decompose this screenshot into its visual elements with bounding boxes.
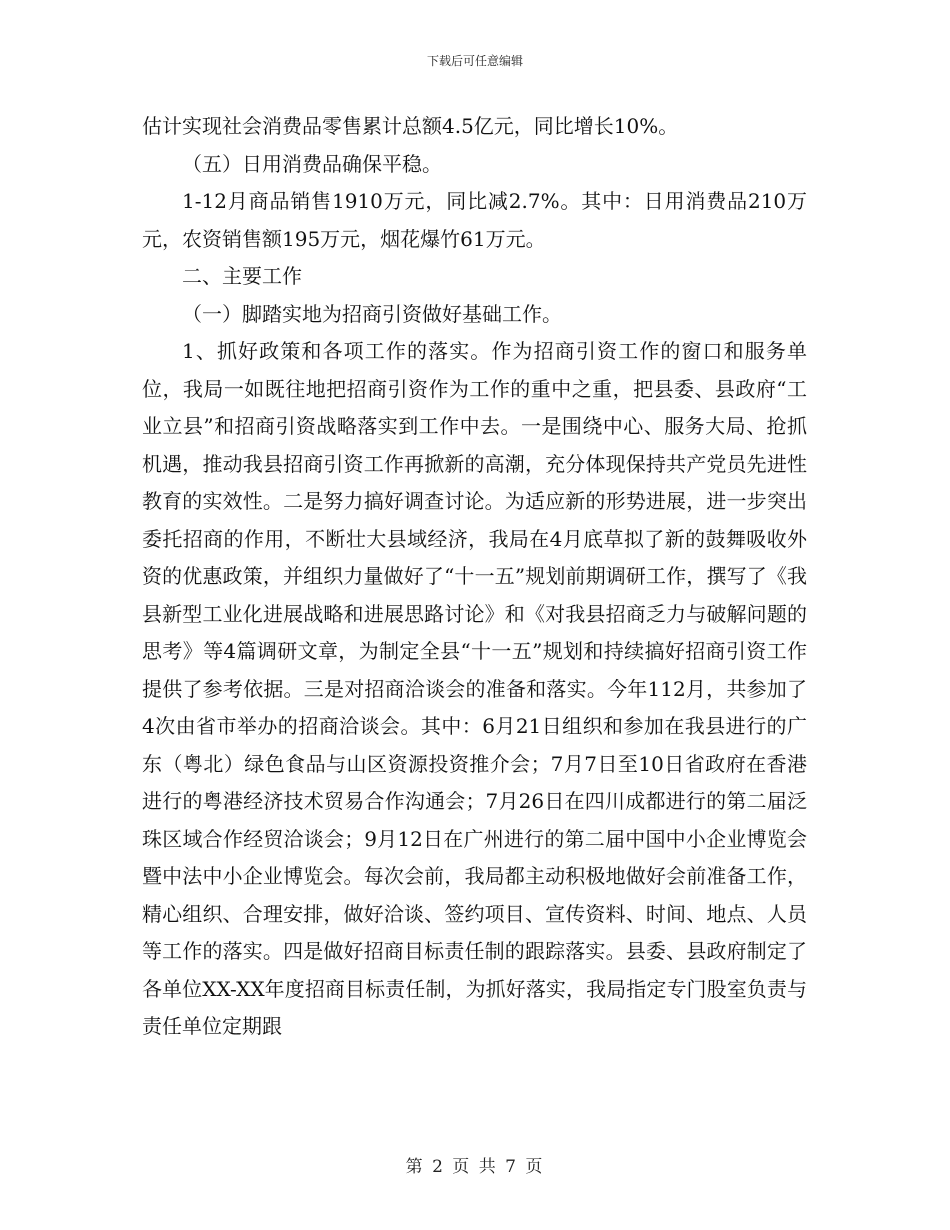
- paragraph: 1-12月商品销售1910万元，同比减2.7%。其中：日用消费品210万元，农资销售额195万元，烟花爆竹61万元。: [142, 189, 807, 251]
- page-header: 下载后可任意编辑: [426, 54, 523, 68]
- paragraph: 估计实现社会消费品零售累计总额4.5亿元，同比增长10%。: [142, 114, 679, 138]
- paragraph: 1、抓好政策和各项工作的落实。作为招商引资工作的窗口和服务单位，我局一如既往地把招商引资作为工作的重中之重，把县委、县政府“工业立县”和招商引资战略落实到工作中去。一是围绕中心、服务大局、抢抓机遇，推动我县招商引资工作再掀新的高潮，充分体现保持共产党员先进性教育的实效性。二是努力搞好调查讨论。为适应新的形势进展，进一步突出委托招商的作用，不断壮大县域经济，我局在4月底草拟了新的鼓舞吸收外资的优惠政策，并组织力量做好了“十一五”规划前期调研工作，撰写了《我县新型工业化进展战略和进展思路讨论》和《对我县招商乏力与破解问题的思考》等4篇调研文章，为制定全县“十一五”规划和持续搞好招商引资工作提供了参考依据。三是对招商洽谈会的准备和落实。今年112月，共参加了4次由省市举办的招商洽谈会。其中：6月21日组织和参加在我县进行的广东（粤北）绿色食品与山区资源投资推介会；7月7日至10日省政府在香港进行的粤港经济技术贸易合作沟通会；7月26日在四川成都进行的第二届泛珠区域合作经贸洽谈会；9月12日在广州进行的第二届中国中小企业博览会暨中法中小企业博览会。每次会前，我局都主动积极地做好会前准备工作，精心组织、合理安排，做好洽谈、签约项目、宣传资料、时间、地点、人员等工作的落实。四是做好招商目标责任制的跟踪落实。县委、县政府制定了各单位XX-XX年度招商目标责任制，为抓好落实，我局指定专门股室负责与责任单位定期跟: [142, 339, 807, 1038]
- section-heading: 二、主要工作: [182, 264, 302, 288]
- section-heading: （五）日用消费品确保平稳。: [182, 151, 442, 176]
- section-heading: （一）脚踏实地为招商引资做好基础工作。: [182, 301, 562, 326]
- page-footer: 第 2 页 共 7 页: [405, 1157, 545, 1177]
- document-body: [142, 108, 807, 1046]
